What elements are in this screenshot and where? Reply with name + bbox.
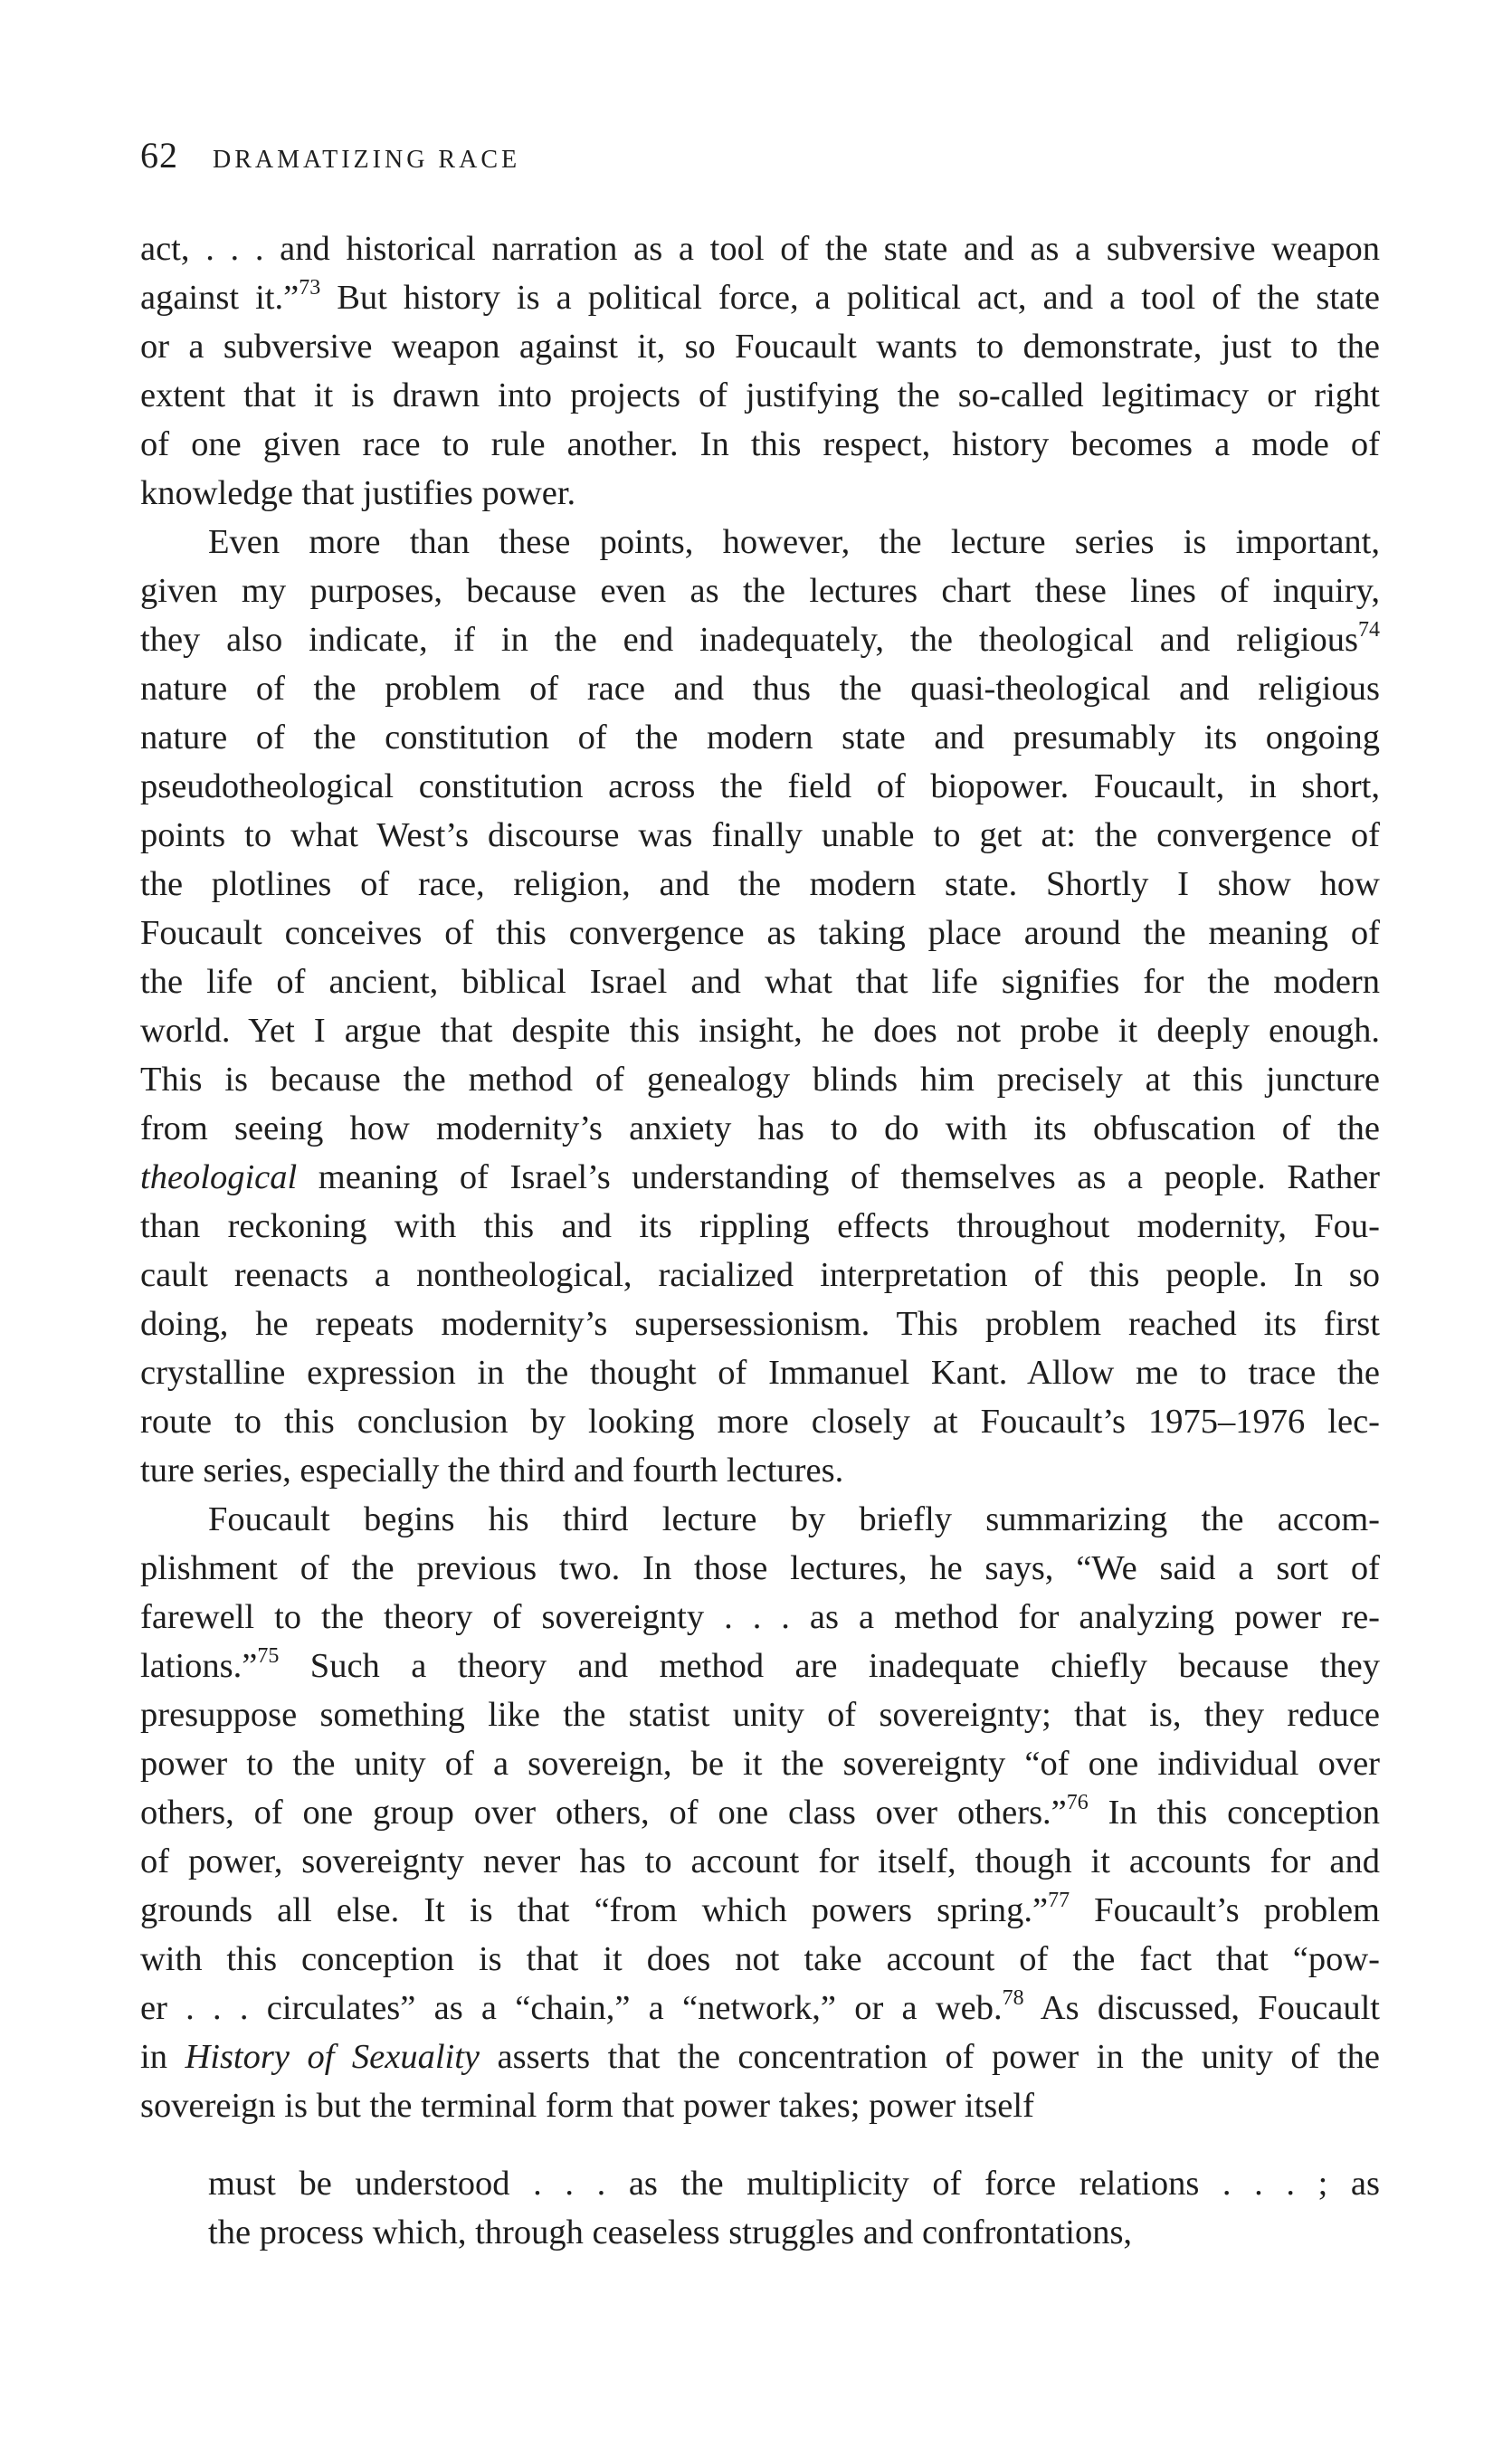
text-run: But history is a political force, a political act, and a tool of the state [320, 279, 1380, 317]
italic-text: theological [140, 1158, 298, 1196]
text-line: nature of the problem of race and thus the quasi-theological and religious [140, 670, 1380, 708]
text-run: asserts that the concentration of power in the unity of the [480, 2038, 1380, 2076]
text-line: doing, he repeats modernity’s supersessionism. This problem reached its first [140, 1305, 1380, 1343]
text-line [140, 2032, 1380, 2081]
text-line: sovereign is but the terminal form that power takes; power itself [140, 2087, 1034, 2125]
text-run: lations.” [140, 1647, 258, 1685]
text-line: from seeing how modernity’s anxiety has to do with its obfuscation of the [140, 1109, 1380, 1147]
footnote-ref: 73 [299, 276, 321, 300]
text-line: Foucault begins his third lecture by briefly summarizing the accom- [208, 1500, 1380, 1538]
text-run: others, of one group over others, of one class over others.” [140, 1794, 1067, 1832]
block-quote [140, 2159, 1380, 2257]
paragraph-3 [140, 1495, 1380, 2130]
footnote-ref: 76 [1066, 1791, 1089, 1814]
text-line: Even more than these points, however, the lecture series is important, [208, 523, 1380, 561]
page-number: 62 [140, 135, 178, 176]
text-line: plishment of the previous two. In those lectures, he says, “We said a sort of [140, 1549, 1380, 1587]
footnote-ref: 78 [1002, 1986, 1024, 2010]
text-line: Foucault conceives of this convergence as taking place around the meaning of [140, 914, 1380, 952]
text-line: ture series, especially the third and fourth lectures. [140, 1452, 844, 1490]
text-line: given my purposes, because even as the lectures chart these lines of inquiry, [140, 572, 1380, 610]
text-run: meaning of Israel’s understanding of themselves as a people. Rather [297, 1158, 1380, 1196]
text-line [140, 1153, 1380, 1202]
paragraph-1 [140, 224, 1380, 518]
text-line: than reckoning with this and its rippling effects throughout modernity, Fou- [140, 1207, 1380, 1245]
text-line [140, 1984, 1380, 2032]
paragraph-2 [140, 518, 1380, 1495]
running-head-title: DRAMATIZING RACE [213, 146, 521, 174]
text-line: This is because the method of genealogy blinds him precisely at this juncture [140, 1061, 1380, 1099]
text-run: in [140, 2038, 185, 2076]
text-line: the plotlines of race, religion, and the modern state. Shortly I show how [140, 865, 1380, 903]
text-line: with this conception is that it does not take account of the fact that “pow- [140, 1940, 1380, 1978]
text-run: they also indicate, if in the end inadequately, the theological and religious [140, 621, 1358, 659]
text-line: farewell to the theory of sovereignty . . . as a method for analyzing power re- [140, 1598, 1380, 1636]
text-line: points to what West’s discourse was finally unable to get at: the convergence of [140, 816, 1380, 854]
text-line: presuppose something like the statist unity of sovereignty; that is, they reduce [140, 1696, 1380, 1734]
text-line: knowledge that justifies power. [140, 474, 576, 512]
text-line: or a subversive weapon against it, so Foucault wants to demonstrate, just to the [140, 328, 1380, 366]
text-line: act, . . . and historical narration as a tool of the state and as a subversive weapon [140, 230, 1380, 268]
text-line: extent that it is drawn into projects of justifying the so-called legitimacy or right [140, 376, 1380, 414]
text-line: the life of ancient, biblical Israel and what that life signifies for the modern [140, 963, 1380, 1001]
text-run: er . . . circulates” as a “chain,” a “network,” or a web. [140, 1989, 1003, 2027]
text-line: of one given race to rule another. In this respect, history becomes a mode of [140, 425, 1380, 463]
text-line [140, 273, 1380, 322]
text-line: power to the unity of a sovereign, be it the sovereignty “of one individual over [140, 1745, 1380, 1783]
text-line: world. Yet I argue that despite this insight, he does not probe it deeply enough. [140, 1012, 1380, 1050]
text-line [140, 1886, 1380, 1935]
quote-line: the process which, through ceaseless struggles and confrontations, [208, 2213, 1133, 2251]
italic-text: History of Sexuality [185, 2038, 480, 2076]
footnote-ref: 77 [1048, 1889, 1070, 1912]
text-line: cault reenacts a nontheological, racialized interpretation of this people. In so [140, 1256, 1380, 1294]
text-line: route to this conclusion by looking more closely at Foucault’s 1975–1976 lec- [140, 1403, 1380, 1441]
text-run: grounds all else. It is that “from which powers spring.” [140, 1891, 1049, 1929]
text-run: In this conception [1088, 1794, 1380, 1832]
text-run: As discussed, Foucault [1023, 1989, 1380, 2027]
text-line [140, 1788, 1380, 1837]
text-run: Foucault’s problem [1070, 1891, 1380, 1929]
footnote-ref: 75 [257, 1644, 280, 1668]
text-line [140, 615, 1380, 664]
footnote-ref: 74 [1358, 618, 1380, 642]
text-run: against it.” [140, 279, 300, 317]
text-line: of power, sovereignty never has to account for itself, though it accounts for and [140, 1842, 1380, 1880]
text-line: pseudotheological constitution across the field of biopower. Foucault, in short, [140, 767, 1380, 805]
text-run: Such a theory and method are inadequate chiefly because they [279, 1647, 1380, 1685]
running-head [140, 134, 1380, 182]
text-line: crystalline expression in the thought of Immanuel Kant. Allow me to trace the [140, 1354, 1380, 1392]
text-line: nature of the constitution of the modern state and presumably its ongoing [140, 719, 1380, 757]
text-line [140, 1642, 1380, 1690]
body-text [140, 224, 1380, 2257]
quote-line: must be understood . . . as the multiplicity of force relations . . . ; as [208, 2165, 1380, 2203]
